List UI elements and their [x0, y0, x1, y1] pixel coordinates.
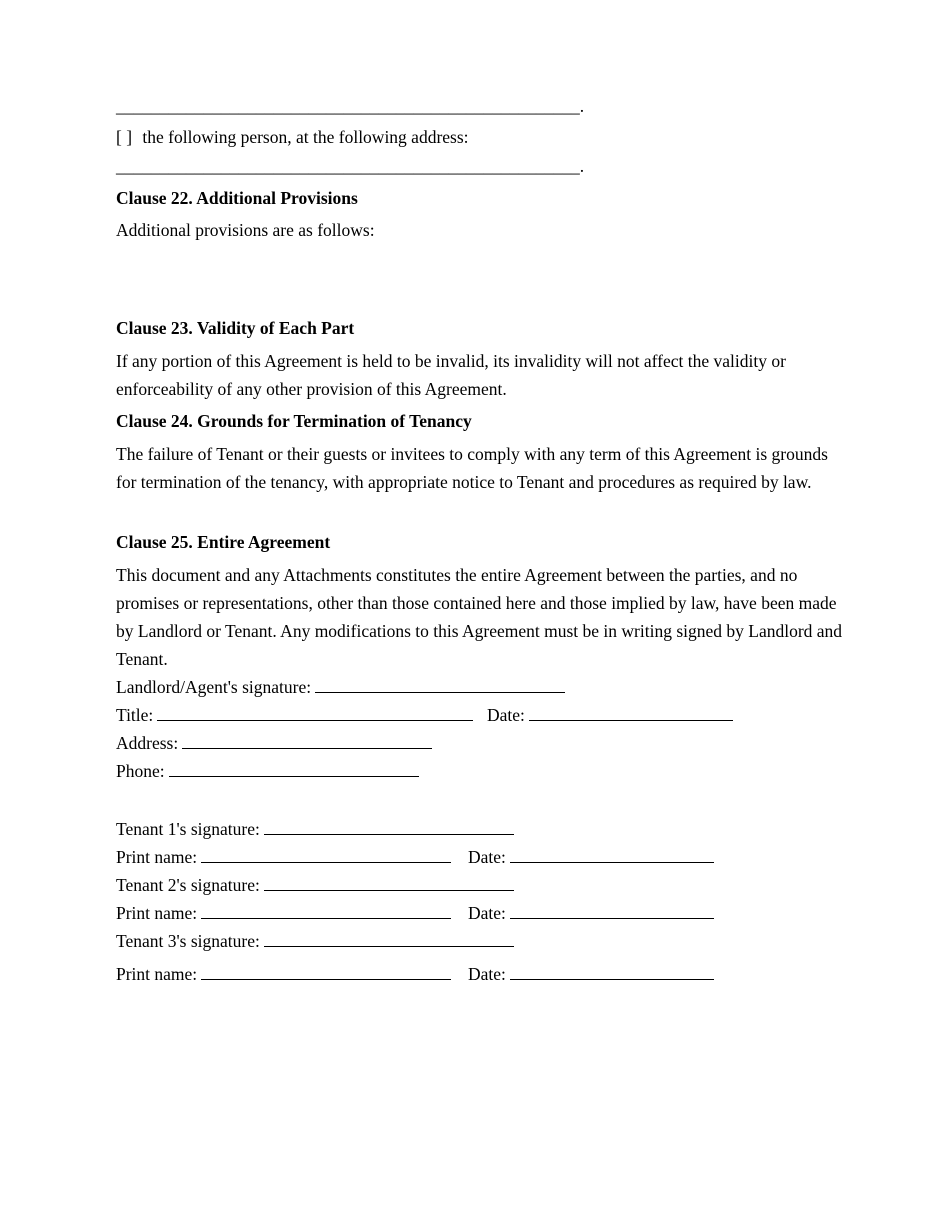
clause-22-heading: Clause 22. Additional Provisions: [116, 188, 358, 208]
tenant-2-date-field[interactable]: [510, 902, 714, 919]
tenant-3-signature-label: Tenant 3's signature:: [116, 931, 260, 951]
tenant-2-signature-label: Tenant 2's signature:: [116, 875, 260, 895]
landlord-phone-field[interactable]: [169, 760, 419, 777]
tenant-2-date-label: Date:: [468, 903, 506, 923]
landlord-phone-label: Phone:: [116, 761, 165, 781]
tenant-2-print-field[interactable]: [201, 902, 451, 919]
tenant-3-print-label: Print name:: [116, 964, 198, 984]
landlord-title-field[interactable]: [157, 704, 473, 721]
tenant-2-print-row: [116, 902, 451, 924]
option-person-label: the following person, at the following address:: [142, 127, 469, 147]
landlord-date-row: [487, 704, 733, 726]
landlord-address-field[interactable]: [182, 732, 432, 749]
tenant-2-signature-row: [116, 874, 514, 896]
clause-22-body: Additional provisions are as follows:: [116, 220, 375, 240]
tenant-1-signature-row: [116, 818, 514, 840]
clause-25-body: This document and any Attachments constitutes the entire Agreement between the parties, and no promises or representations, other than those contained here and those implied by law, have been made by Landlord or Tenant. Any modifications to this Agreement must be in writing signed by Landlord and Tenant.: [116, 565, 843, 669]
landlord-signature-row: [116, 676, 565, 698]
clause-25-heading: Clause 25. Entire Agreement: [116, 532, 331, 552]
landlord-title-label: Title:: [116, 705, 154, 725]
clause-24-heading: Clause 24. Grounds for Termination of Tenancy: [116, 411, 472, 431]
tenant-3-print-row: [116, 963, 451, 985]
tenant-1-signature-label: Tenant 1's signature:: [116, 819, 260, 839]
landlord-date-field[interactable]: [529, 704, 733, 721]
tenant-3-date-label: Date:: [468, 964, 506, 984]
landlord-title-row: [116, 704, 473, 726]
tenant-2-date-row: [468, 902, 714, 924]
document-page: [116, 0, 846, 1230]
option-person-row: [116, 126, 469, 148]
landlord-address-label: Address:: [116, 733, 179, 753]
tenant-1-signature-field[interactable]: [264, 818, 514, 835]
tenant-1-date-label: Date:: [468, 847, 506, 867]
tenant-3-date-field[interactable]: [510, 963, 714, 980]
landlord-signature-field[interactable]: [315, 676, 565, 693]
tenant-3-signature-row: [116, 930, 514, 952]
clause-23-body: If any portion of this Agreement is held to be invalid, its invalidity will not affect the validity or enforceability of any other provision of this Agreement.: [116, 351, 786, 399]
landlord-address-row: [116, 732, 432, 754]
tenant-1-print-field[interactable]: [201, 846, 451, 863]
landlord-phone-row: [116, 760, 419, 782]
blank-line-2[interactable]: _____________________________________________________.: [116, 156, 585, 176]
landlord-date-label: Date:: [487, 705, 525, 725]
tenant-2-print-label: Print name:: [116, 903, 198, 923]
tenant-3-print-field[interactable]: [201, 963, 451, 980]
tenant-1-date-row: [468, 846, 714, 868]
tenant-1-date-field[interactable]: [510, 846, 714, 863]
tenant-2-signature-field[interactable]: [264, 874, 514, 891]
tenant-1-print-label: Print name:: [116, 847, 198, 867]
tenant-3-signature-field[interactable]: [264, 930, 514, 947]
landlord-signature-label: Landlord/Agent's signature:: [116, 677, 312, 697]
clause-24-body: The failure of Tenant or their guests or invitees to comply with any term of this Agreement is grounds for termination of the tenancy, with appropriate notice to Tenant and procedures as required by law.: [116, 444, 828, 492]
tenant-3-date-row: [468, 963, 714, 985]
clause-23-heading: Clause 23. Validity of Each Part: [116, 318, 355, 338]
checkbox[interactable]: [ ]: [116, 127, 133, 147]
tenant-1-print-row: [116, 846, 451, 868]
blank-line-1[interactable]: _____________________________________________________.: [116, 96, 585, 116]
